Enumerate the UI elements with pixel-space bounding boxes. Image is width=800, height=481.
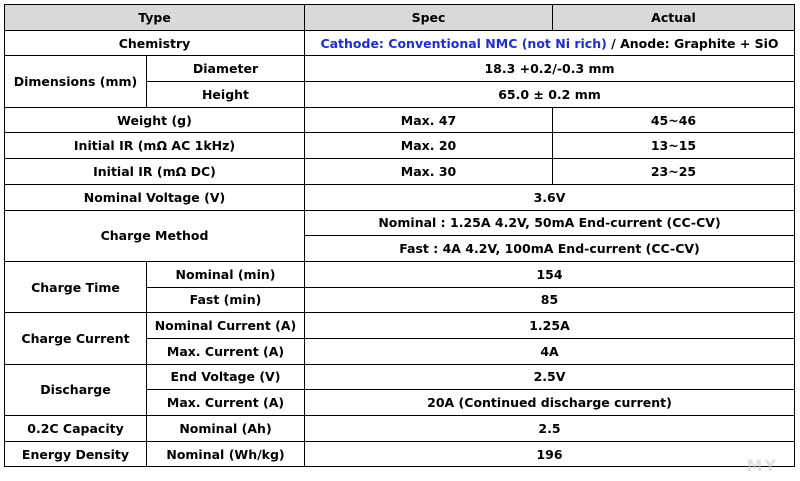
energy-density-sub-label: Nominal (Wh/kg) (147, 441, 305, 467)
spec-table (4, 4, 795, 467)
chemistry-label: Chemistry (5, 30, 305, 56)
ir-ac-label: Initial IR (mΩ AC 1kHz) (5, 133, 305, 159)
charge-method-nominal: Nominal : 1.25A 4.2V, 50mA End-current (CC-CV) (305, 210, 795, 236)
charge-current-max-label: Max. Current (A) (147, 338, 305, 364)
table-row (5, 441, 795, 467)
capacity-label: 0.2C Capacity (5, 416, 147, 442)
table-row (5, 364, 795, 390)
charge-time-fast-label: Fast (min) (147, 287, 305, 313)
ir-dc-actual: 23~25 (553, 159, 795, 185)
capacity-value: 2.5 (305, 416, 795, 442)
charge-current-nominal-value: 1.25A (305, 313, 795, 339)
charge-current-label: Charge Current (5, 313, 147, 364)
weight-actual: 45~46 (553, 107, 795, 133)
table-row (5, 210, 795, 236)
header-row (5, 5, 795, 31)
nominal-voltage-label: Nominal Voltage (V) (5, 184, 305, 210)
header-spec: Spec (305, 5, 553, 31)
charge-time-nominal-value: 154 (305, 261, 795, 287)
table-row (5, 159, 795, 185)
table-row (5, 416, 795, 442)
header-type: Type (5, 5, 305, 31)
charge-method-label: Charge Method (5, 210, 305, 261)
watermark: MY (746, 456, 778, 475)
cathode-text: Cathode: Conventional NMC (not Ni rich) (320, 35, 607, 51)
ir-dc-spec: Max. 30 (305, 159, 553, 185)
discharge-end-voltage-value: 2.5V (305, 364, 795, 390)
energy-density-label: Energy Density (5, 441, 147, 467)
table-row (5, 184, 795, 210)
dimensions-label: Dimensions (mm) (5, 56, 147, 107)
table-row (5, 30, 795, 56)
table-row (5, 313, 795, 339)
diameter-value: 18.3 +0.2/-0.3 mm (305, 56, 795, 82)
ir-ac-actual: 13~15 (553, 133, 795, 159)
chemistry-value (305, 30, 795, 56)
ir-dc-label: Initial IR (mΩ DC) (5, 159, 305, 185)
table-row (5, 133, 795, 159)
weight-label: Weight (g) (5, 107, 305, 133)
energy-density-value: 196 (305, 441, 795, 467)
height-value: 65.0 ± 0.2 mm (305, 82, 795, 108)
ir-ac-spec: Max. 20 (305, 133, 553, 159)
discharge-max-label: Max. Current (A) (147, 390, 305, 416)
charge-time-label: Charge Time (5, 261, 147, 312)
charge-time-nominal-label: Nominal (min) (147, 261, 305, 287)
discharge-max-value: 20A (Continued discharge current) (305, 390, 795, 416)
discharge-label: Discharge (5, 364, 147, 415)
table-row (5, 56, 795, 82)
header-actual: Actual (553, 5, 795, 31)
charge-current-max-value: 4A (305, 338, 795, 364)
table-row (5, 107, 795, 133)
charge-method-fast: Fast : 4A 4.2V, 100mA End-current (CC-CV) (305, 236, 795, 262)
weight-spec: Max. 47 (305, 107, 553, 133)
charge-current-nominal-label: Nominal Current (A) (147, 313, 305, 339)
discharge-end-voltage-label: End Voltage (V) (147, 364, 305, 390)
height-label: Height (147, 82, 305, 108)
nominal-voltage-value: 3.6V (305, 184, 795, 210)
charge-time-fast-value: 85 (305, 287, 795, 313)
diameter-label: Diameter (147, 56, 305, 82)
capacity-sub-label: Nominal (Ah) (147, 416, 305, 442)
anode-text: / Anode: Graphite + SiO (606, 35, 779, 51)
table-row (5, 261, 795, 287)
